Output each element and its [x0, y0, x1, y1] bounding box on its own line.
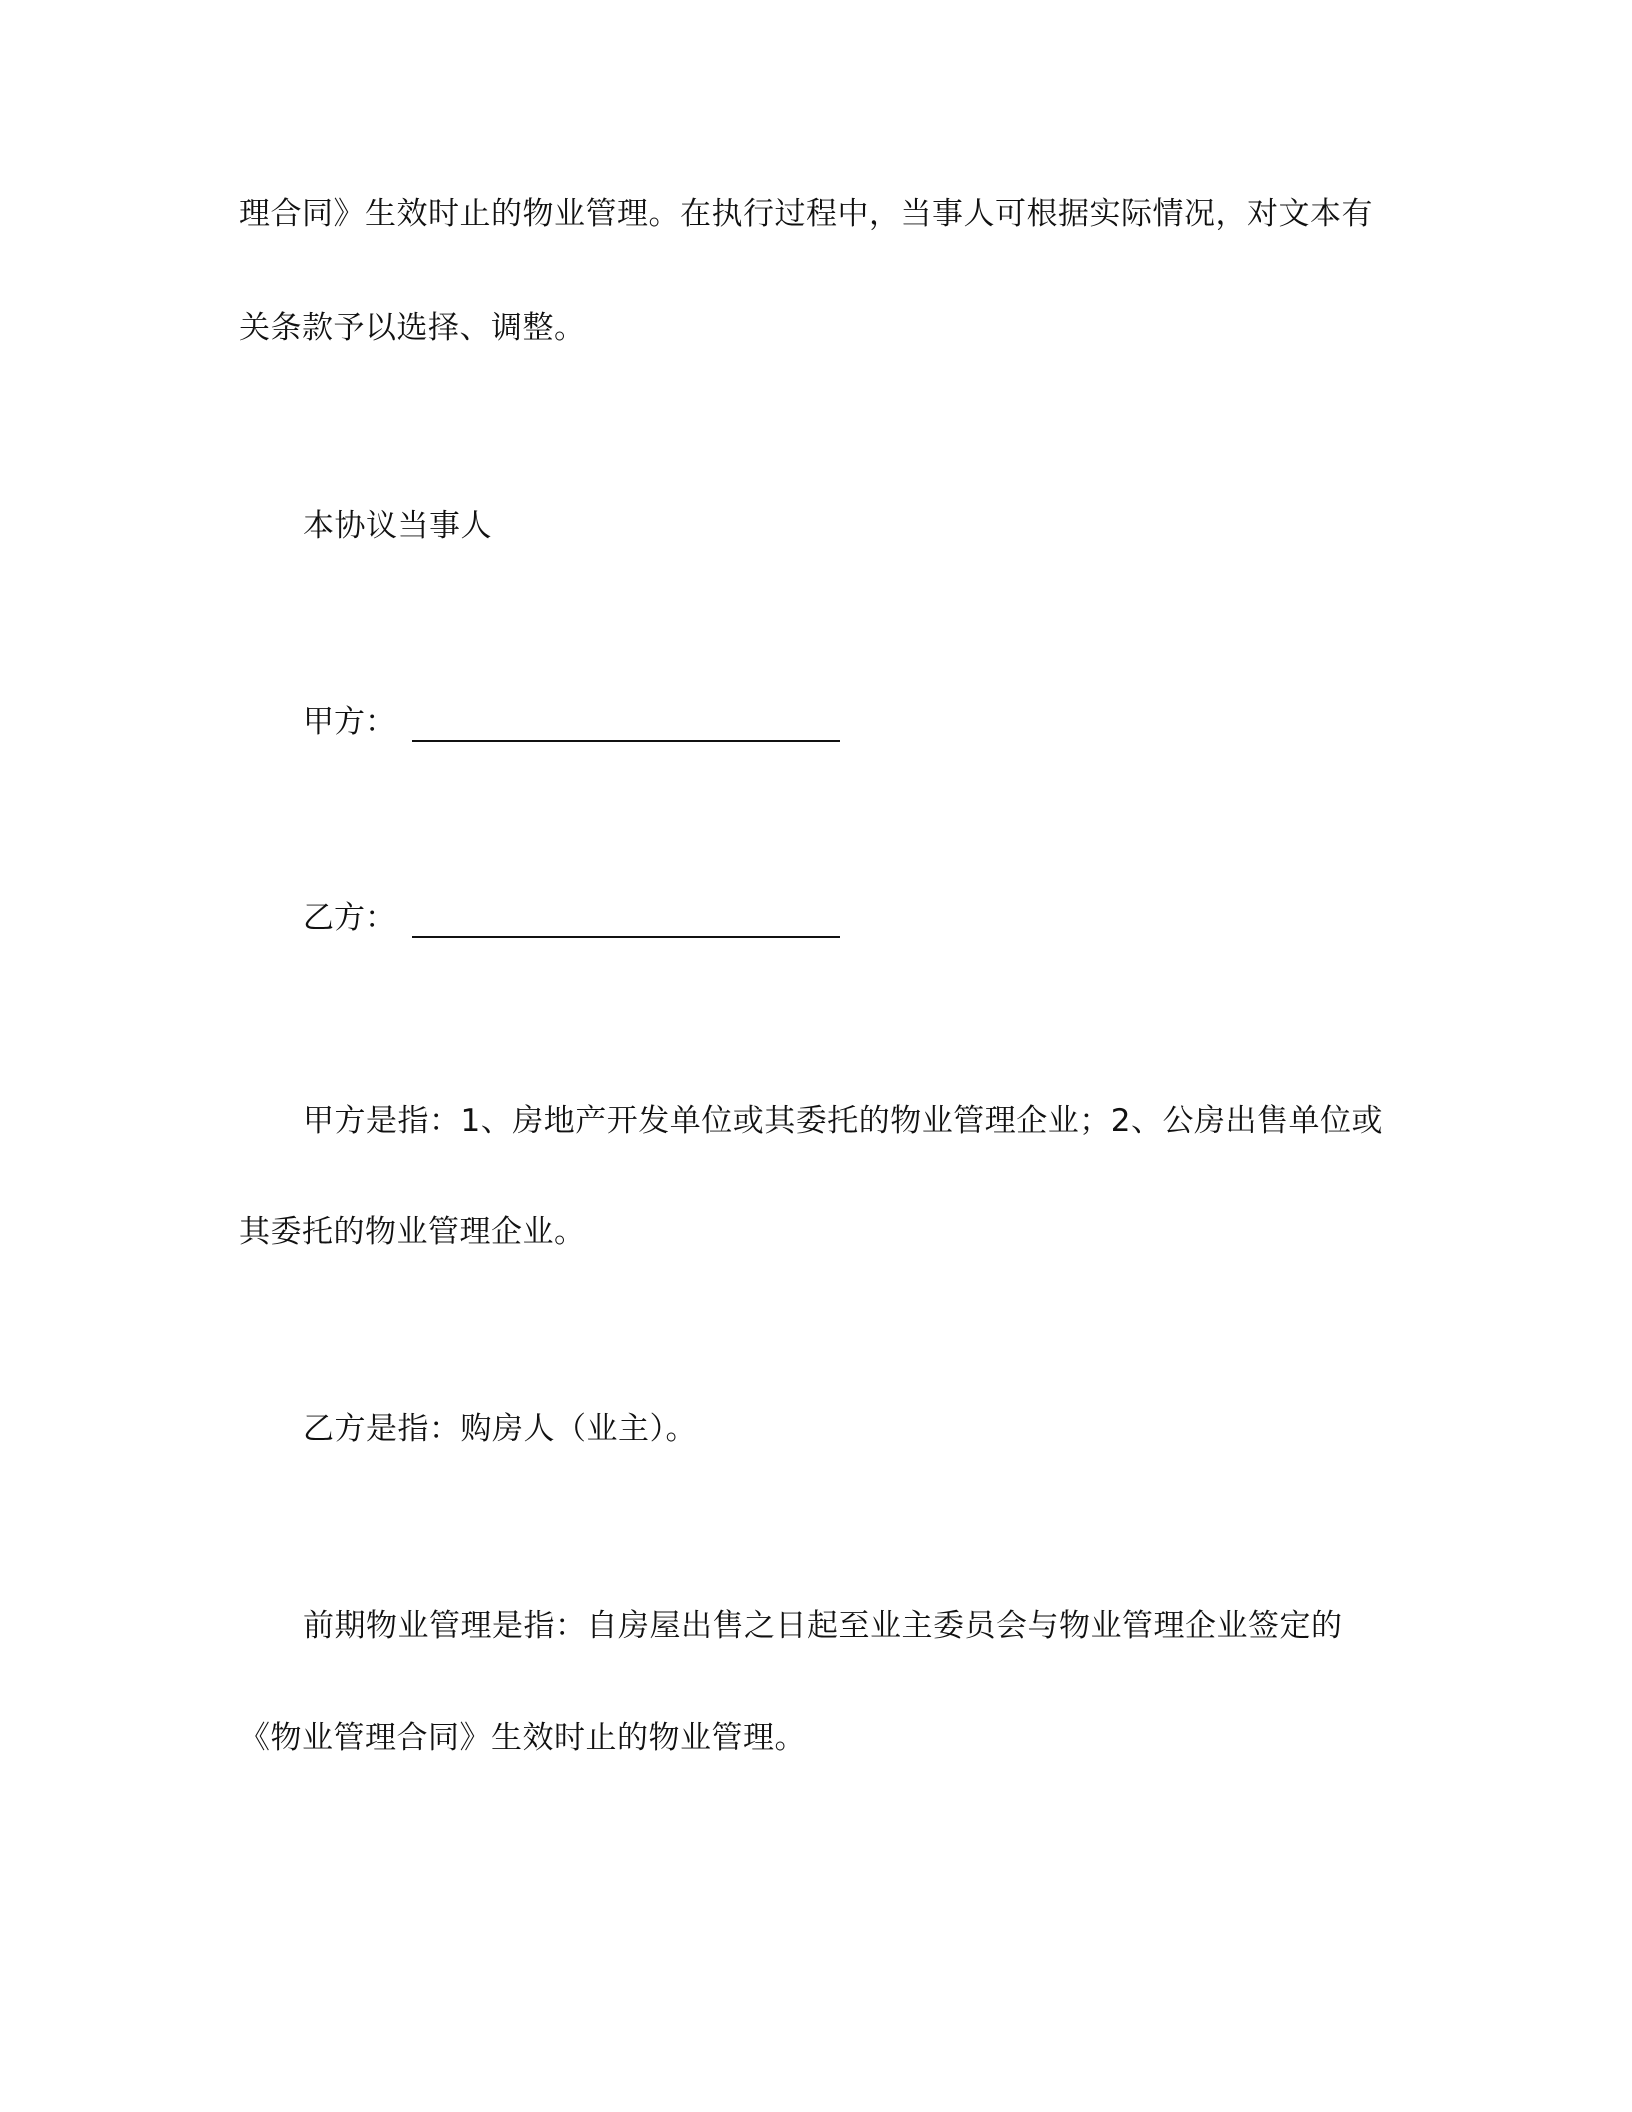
party-a-row: [303, 702, 840, 742]
party-a-definition: 甲方是指：1、房地产开发单位或其委托的物业管理企业；2、公房出售单位或: [303, 1103, 1383, 1139]
party-b-label: 乙方：: [303, 900, 396, 936]
party-b-row: [303, 898, 840, 938]
party-b-blank-line[interactable]: [412, 904, 840, 938]
paragraph-line: 理合同》生效时止的物业管理。在执行过程中，当事人可根据实际情况，对文本有: [239, 196, 1373, 232]
paragraph-line: 关条款予以选择、调整。: [239, 310, 586, 346]
party-a-definition-cont: 其委托的物业管理企业。: [239, 1214, 586, 1250]
party-a-label: 甲方：: [303, 704, 396, 740]
preliminary-management-definition: 前期物业管理是指：自房屋出售之日起至业主委员会与物业管理企业签定的: [303, 1608, 1343, 1644]
party-a-blank-line[interactable]: [412, 708, 840, 742]
preliminary-management-definition-cont: 《物业管理合同》生效时止的物业管理。: [239, 1720, 806, 1756]
party-b-definition: 乙方是指：购房人（业主）。: [303, 1411, 697, 1447]
section-heading: 本协议当事人: [303, 508, 492, 544]
